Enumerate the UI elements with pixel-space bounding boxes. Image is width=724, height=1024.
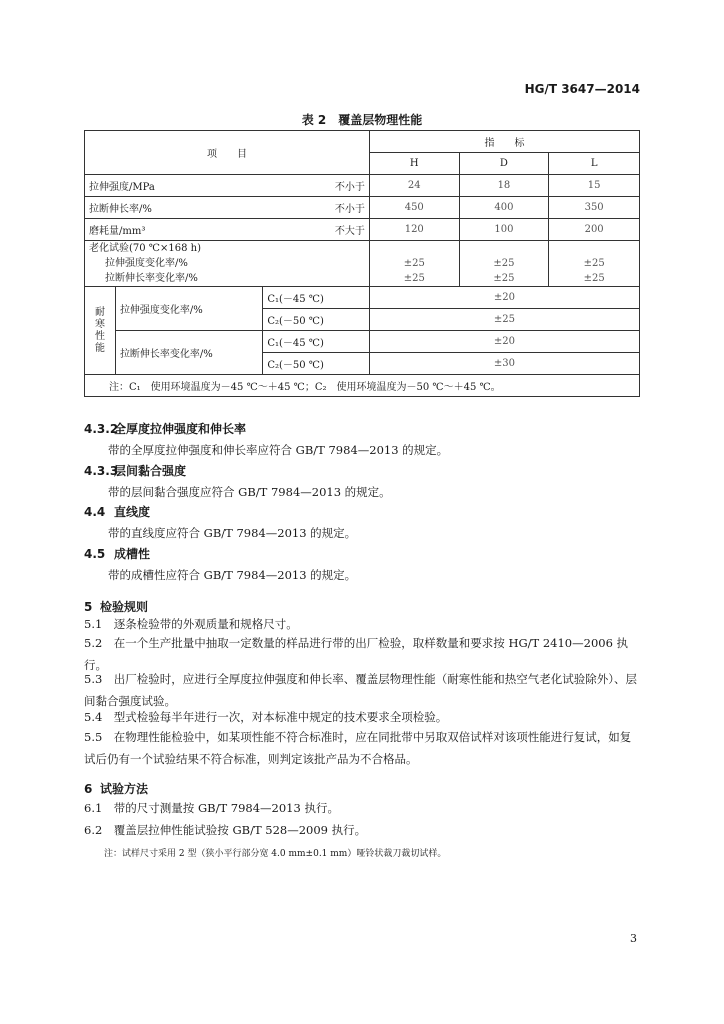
cold-c1-label: C₁(－45 ℃) [263, 287, 370, 309]
cell-value: ±25 [493, 273, 515, 284]
cell-value: ±25 [403, 258, 425, 269]
section-5-2: 5.2 在一个生产批量中抽取一定数量的样品进行带的出厂检验，取样数量和要求按 HG/T 2410—2006 执行。 [84, 636, 629, 672]
section-6: 6 试验方法 [84, 782, 149, 796]
section-5-5: 5.5 在物理性能检验中，如某项性能不符合标准时，应在同批带中另取双倍试样对该项性能进行复试，如复试后仍有一个试验结果不符合标准，则判定该批产品为不合格品。 [84, 730, 632, 766]
cell-value: 400 [459, 197, 549, 219]
section-4-5-body: 带的成槽性应符合 GB/T 7984—2013 的规定。 [108, 568, 357, 582]
section-6-2: 6.2 覆盖层拉伸性能试验按 GB/T 528—2009 执行。 [84, 823, 367, 837]
cell-value: ±20 [369, 287, 639, 309]
section-4-3-3: 4.3.3层间黏合强度 [84, 464, 187, 478]
aging-elong-label: 拉断伸长率变化率/% [105, 273, 198, 284]
cell-value: 15 [549, 175, 640, 197]
cell-value: ±25 [583, 273, 605, 284]
cell-value: 350 [549, 197, 640, 219]
cold-group-label: 耐寒性能 [85, 287, 116, 375]
section-4-3-2-body: 带的全厚度拉伸强度和伸长率应符合 GB/T 7984—2013 的规定。 [108, 443, 449, 457]
page-number: 3 [630, 932, 637, 945]
table-row [85, 175, 640, 197]
section-6-2-note: 注：试样尺寸采用 2 型（狭小平行部分宽 4.0 mm±0.1 mm）哑铃状裁刀裁切试样。 [104, 849, 447, 859]
cold-c2-label: C₂(－50 ℃) [263, 353, 370, 375]
cell-value: ±25 [403, 273, 425, 284]
section-5-1: 5.1 逐条检验带的外观质量和规格尺寸。 [84, 617, 298, 631]
aging-row [85, 241, 640, 287]
grade-d: D [459, 153, 549, 175]
cell-value: ±20 [369, 331, 639, 353]
properties-table [84, 130, 640, 397]
cold-c1-label: C₁(－45 ℃) [263, 331, 370, 353]
row-condition: 不小于 [334, 204, 365, 215]
aging-title: 老化试验(70 ℃×168 h) [89, 243, 201, 254]
table-row [85, 219, 640, 241]
row-condition: 不小于 [334, 182, 365, 193]
section-4-4-body: 带的直线度应符合 GB/T 7984—2013 的规定。 [108, 526, 357, 540]
section-6-1: 6.1 带的尺寸测量按 GB/T 7984—2013 执行。 [84, 801, 339, 815]
cell-value: ±30 [369, 353, 639, 375]
cell-value: 18 [459, 175, 549, 197]
section-4-5: 4.5 成槽性 [84, 547, 151, 561]
section-4-4: 4.4 直线度 [84, 505, 151, 519]
table-footnote: 注：C₁ 使用环境温度为－45 ℃～＋45 ℃；C₂ 使用环境温度为－50 ℃～＋45 ℃。 [85, 375, 640, 397]
cell-value: ±25 [493, 258, 515, 269]
cell-value: ±25 [583, 258, 605, 269]
cell-value: 24 [369, 175, 459, 197]
grade-h: H [369, 153, 459, 175]
cell-value: 450 [369, 197, 459, 219]
section-4-3-2: 4.3.2全厚度拉伸强度和伸长率 [84, 422, 247, 436]
row-label: 拉伸强度/MPa [89, 182, 155, 193]
row-label: 磨耗量/mm³ [89, 226, 146, 237]
cold-row [85, 287, 640, 309]
section-5-3: 5.3 出厂检验时，应进行全厚度拉伸强度和伸长率、覆盖层物理性能（耐寒性能和热空气老化试验除外）、层间黏合强度试验。 [84, 672, 638, 708]
cold-row [85, 331, 640, 353]
cold-c2-label: C₂(－50 ℃) [263, 309, 370, 331]
cell-value: 120 [369, 219, 459, 241]
cell-value: ±25 [369, 309, 639, 331]
section-5-4: 5.4 型式检验每半年进行一次，对本标准中规定的技术要求全项检验。 [84, 710, 448, 724]
section-5: 5 检验规则 [84, 600, 149, 614]
grade-l: L [549, 153, 640, 175]
cold-elong-label: 拉断伸长率变化率/% [115, 331, 262, 375]
row-label: 拉断伸长率/% [89, 204, 152, 215]
cell-value: 100 [459, 219, 549, 241]
header-index: 指 标 [369, 131, 639, 153]
row-condition: 不大于 [334, 226, 365, 237]
standard-code: HG/T 3647—2014 [524, 82, 640, 96]
header-item: 项 目 [85, 131, 370, 175]
table-row [85, 197, 640, 219]
cold-tensile-label: 拉伸强度变化率/% [115, 287, 262, 331]
aging-tensile-label: 拉伸强度变化率/% [105, 258, 188, 269]
table-caption: 表 2 覆盖层物理性能 [301, 113, 423, 127]
section-4-3-3-body: 带的层间黏合强度应符合 GB/T 7984—2013 的规定。 [108, 485, 391, 499]
cell-value: 200 [549, 219, 640, 241]
